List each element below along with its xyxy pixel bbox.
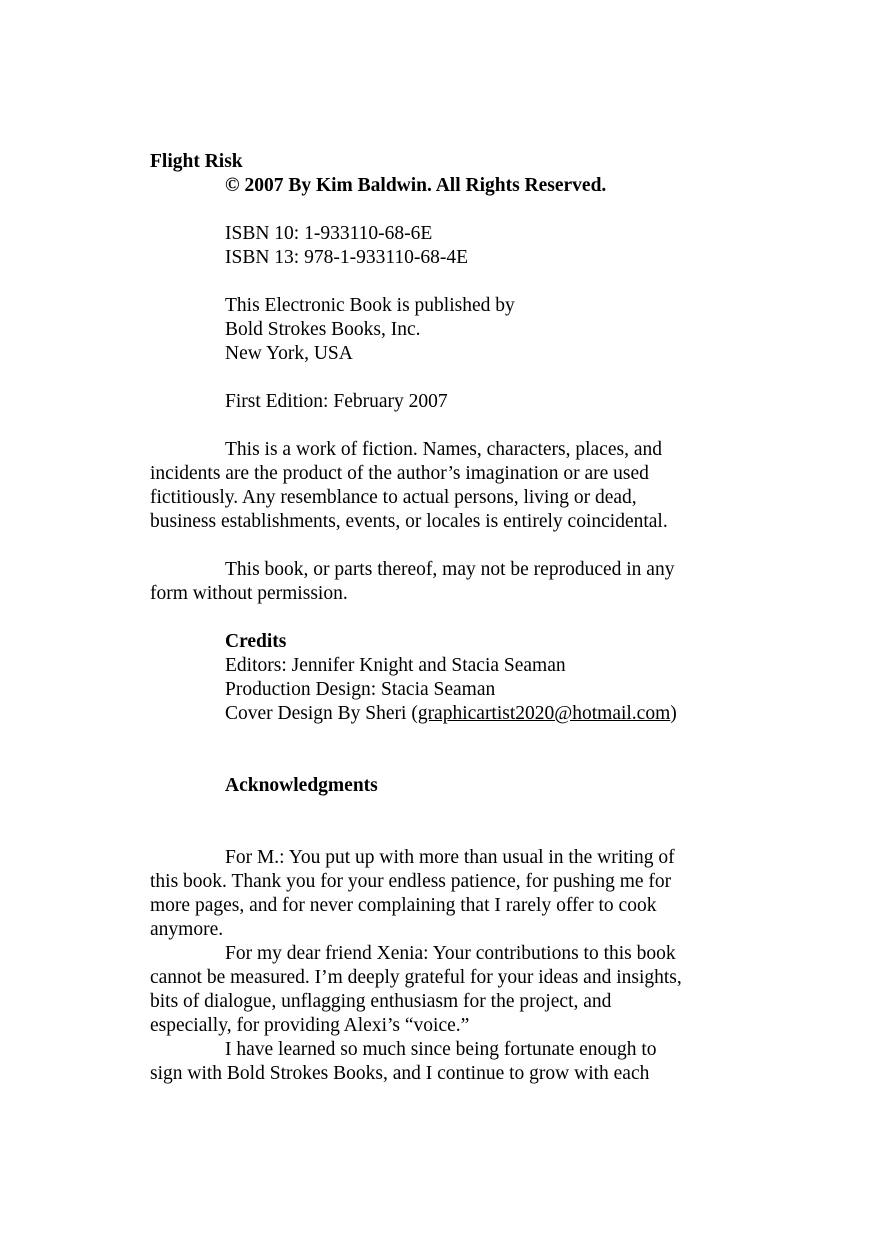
- copyright-line: © 2007 By Kim Baldwin. All Rights Reserved.: [225, 175, 607, 196]
- isbn-13: ISBN 13: 978-1-933110-68-4E: [225, 247, 469, 268]
- fiction-notice-line: fictitiously. Any resemblance to actual persons, living or dead,: [150, 487, 637, 508]
- spacer: [150, 198, 750, 222]
- acknowledgments-line: more pages, and for never complaining that I rarely offer to cook: [150, 895, 657, 916]
- publisher-line: New York, USA: [225, 343, 353, 364]
- spacer: [150, 726, 750, 774]
- credits-section: [150, 630, 750, 726]
- publisher-line: Bold Strokes Books, Inc.: [225, 319, 421, 340]
- reproduction-notice-line: form without permission.: [150, 583, 348, 604]
- cover-suffix: ): [670, 703, 677, 724]
- isbn-10: ISBN 10: 1-933110-68-6E: [225, 223, 433, 244]
- acknowledgments-line: For my dear friend Xenia: Your contributions to this book: [225, 943, 676, 964]
- acknowledgments-line: cannot be measured. I’m deeply grateful for your ideas and insights,: [150, 967, 682, 988]
- acknowledgments-line: I have learned so much since being fortunate enough to: [225, 1039, 657, 1060]
- page-content: [150, 150, 750, 1086]
- acknowledgments-paragraph-2: [150, 942, 750, 1038]
- acknowledgments-paragraph-3: [150, 1038, 750, 1086]
- spacer: [150, 414, 750, 438]
- credits-production: Production Design: Stacia Seaman: [225, 679, 496, 700]
- acknowledgments-line: bits of dialogue, unflagging enthusiasm for the project, and: [150, 991, 612, 1012]
- credits-heading: Credits: [225, 631, 287, 652]
- acknowledgments-line: anymore.: [150, 919, 224, 940]
- edition-line: First Edition: February 2007: [225, 391, 448, 412]
- book-title: Flight Risk: [150, 151, 243, 172]
- acknowledgments-heading: Acknowledgments: [225, 775, 378, 796]
- spacer: [150, 366, 750, 390]
- cover-prefix: Cover Design By Sheri (: [225, 703, 418, 724]
- spacer: [150, 270, 750, 294]
- fiction-notice-line: incidents are the product of the author’s imagination or are used: [150, 463, 649, 484]
- acknowledgments-line: For M.: You put up with more than usual in the writing of: [225, 847, 675, 868]
- reproduction-notice: [150, 558, 750, 606]
- spacer: [150, 606, 750, 630]
- fiction-notice: [150, 438, 750, 534]
- publisher-block: [150, 294, 750, 366]
- spacer: [150, 798, 750, 846]
- acknowledgments-line: sign with Bold Strokes Books, and I continue to grow with each: [150, 1063, 650, 1084]
- credits-cover: [150, 702, 750, 726]
- fiction-notice-line: This is a work of fiction. Names, characters, places, and: [225, 439, 662, 460]
- reproduction-notice-line: This book, or parts thereof, may not be reproduced in any: [225, 559, 675, 580]
- acknowledgments-line: especially, for providing Alexi’s “voice.”: [150, 1015, 470, 1036]
- spacer: [150, 534, 750, 558]
- credits-editors: Editors: Jennifer Knight and Stacia Seaman: [225, 655, 566, 676]
- acknowledgments-line: this book. Thank you for your endless patience, for pushing me for: [150, 871, 672, 892]
- publisher-line: This Electronic Book is published by: [225, 295, 515, 316]
- acknowledgments-paragraph-1: [150, 846, 750, 942]
- cover-designer-email-link[interactable]: graphicartist2020@hotmail.com: [417, 703, 671, 724]
- fiction-notice-line: business establishments, events, or locales is entirely coincidental.: [150, 511, 668, 532]
